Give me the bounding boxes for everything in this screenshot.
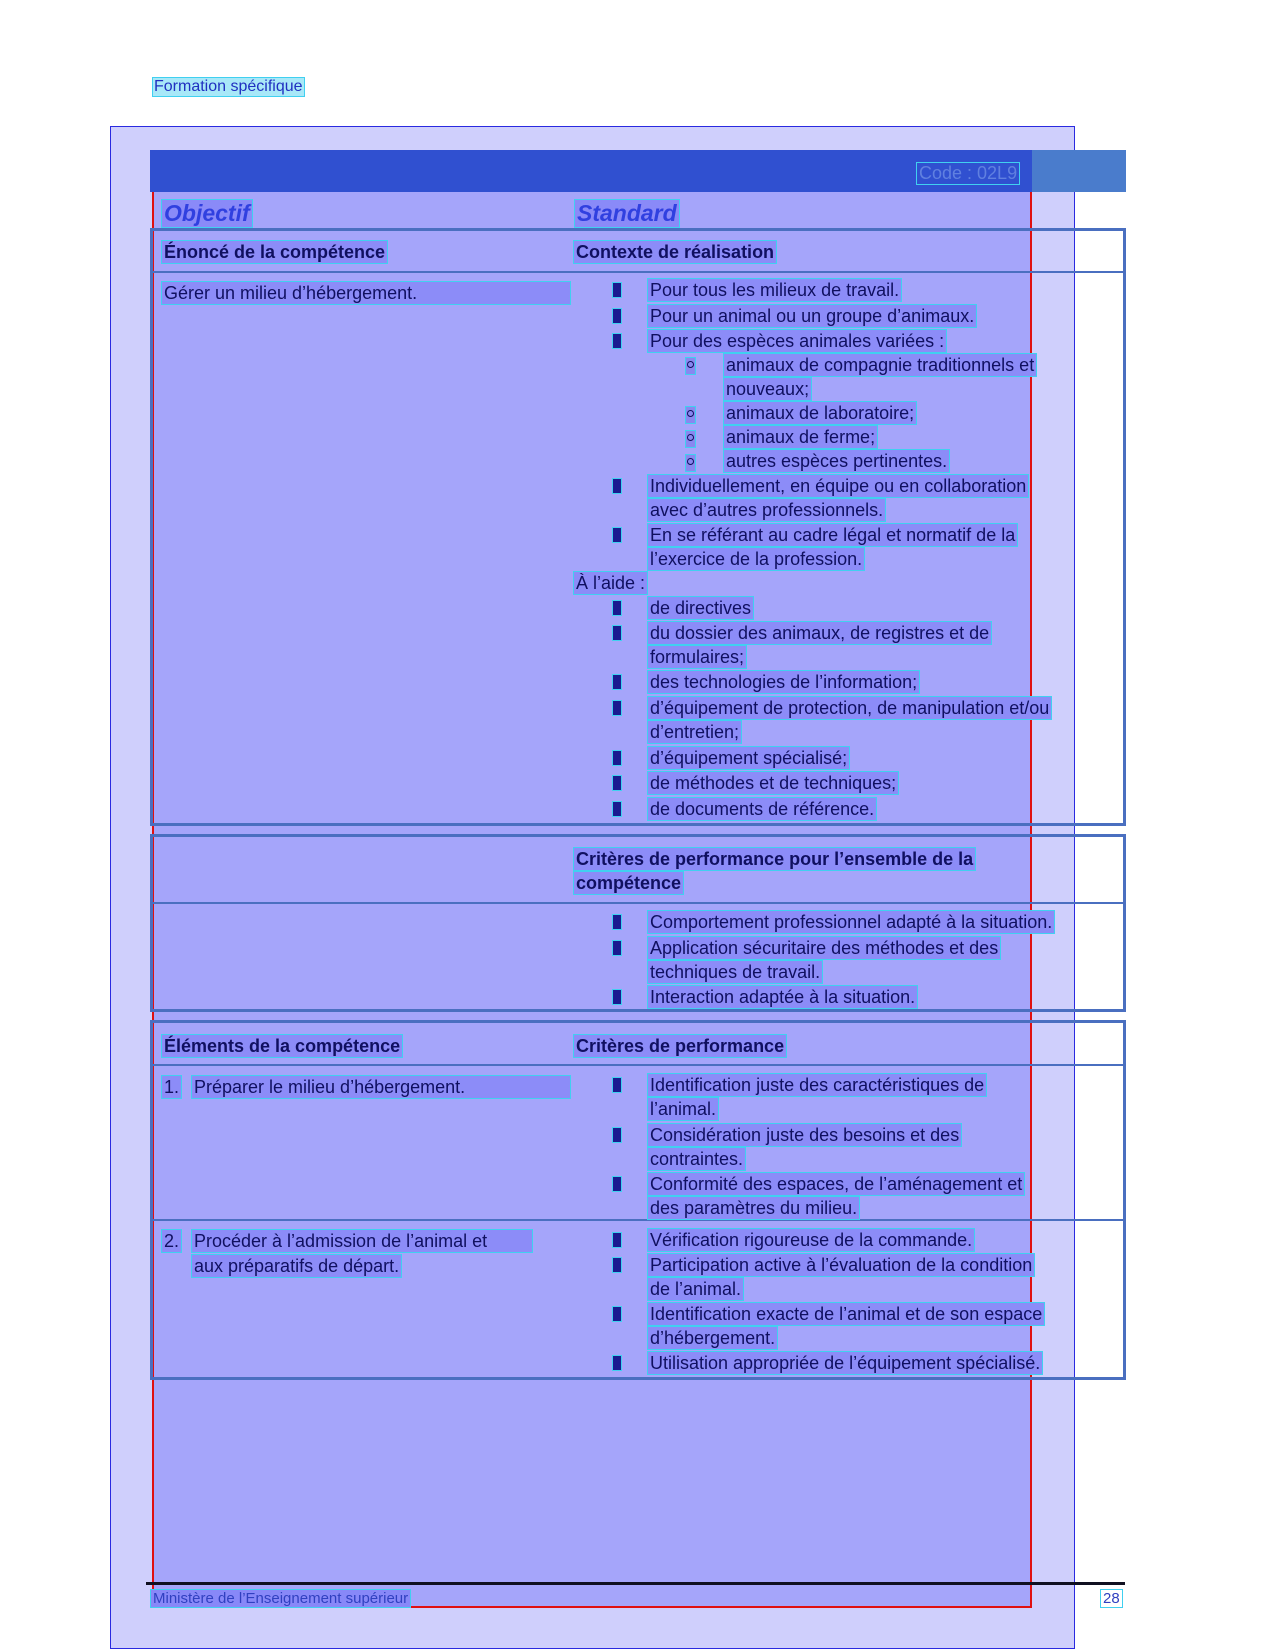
aide-item-cont: d’entretien; [647,720,742,744]
bullet-icon [612,1127,622,1143]
circle-bullet-icon [685,357,696,375]
contexte-item: Pour un animal ou un groupe d’animaux. [647,304,977,328]
section-divider [150,902,1126,904]
critere-item: Identification exacte de l’animal et de son espace [647,1302,1045,1326]
bullet-icon [612,282,622,298]
espece-item: animaux de ferme; [723,425,878,449]
bullet-icon [612,914,622,930]
bullet-icon [612,674,622,690]
aide-item: des technologies de l’information; [647,670,920,694]
espece-item-cont: nouveaux; [723,377,812,401]
bullet-icon [612,625,622,641]
critere-item: Interaction adaptée à la situation. [647,985,918,1009]
critere-item-cont: contraintes. [647,1147,746,1171]
enonce-text: Gérer un milieu d’hébergement. [161,281,571,305]
circle-bullet-icon [685,430,696,448]
critere-item: Application sécuritaire des méthodes et des [647,936,1001,960]
bullet-icon [612,1355,622,1371]
elements-header: Éléments de la compétence [161,1034,403,1058]
element-number: 2. [161,1229,182,1253]
bullet-icon [612,1232,622,1248]
contexte-item: En se référant au cadre légal et normatif de la [647,523,1018,547]
critere-item: Comportement professionnel adapté à la situation. [647,910,1055,934]
bullet-icon [612,801,622,817]
bullet-icon [612,775,622,791]
contexte-item: Pour des espèces animales variées : [647,329,947,353]
contexte-header: Contexte de réalisation [573,240,777,264]
footer-rule [146,1582,1125,1585]
element-text: Procéder à l’admission de l’animal et [191,1229,533,1253]
document-section-label: Formation spécifique [154,78,303,95]
bullet-icon [612,700,622,716]
bullet-icon [612,1306,622,1322]
critere-item-cont: d’hébergement. [647,1326,778,1350]
bullet-icon [612,527,622,543]
aide-item: de méthodes et de techniques; [647,771,899,795]
aide-item: d’équipement de protection, de manipulation et/ou [647,696,1052,720]
aide-label: À l’aide : [573,571,648,595]
competency-code: Code : 02L9 [916,162,1020,185]
bullet-icon [612,1257,622,1273]
standard-heading: Standard [574,199,680,228]
critere-item-cont: techniques de travail. [647,960,823,984]
bullet-icon [612,750,622,766]
bullet-icon [612,600,622,616]
bullet-icon [612,333,622,349]
contexte-item-cont: avec d’autres professionnels. [647,498,886,522]
contexte-item: Pour tous les milieux de travail. [647,278,902,302]
bullet-icon [612,989,622,1005]
critere-item-cont: de l’animal. [647,1277,744,1301]
espece-item: animaux de compagnie traditionnels et [723,353,1037,377]
bullet-icon [612,1176,622,1192]
objectif-heading: Objectif [161,199,253,228]
element-number: 1. [161,1075,182,1099]
element-text-cont: aux préparatifs de départ. [191,1254,402,1278]
criteres-ensemble-header-cont: compétence [573,871,684,895]
footer-ministry: Ministère de l’Enseignement supérieur [150,1589,411,1608]
espece-item: animaux de laboratoire; [723,401,917,425]
critere-item: Considération juste des besoins et des [647,1123,962,1147]
espece-item: autres espèces pertinentes. [723,449,950,473]
section-divider [150,1219,1126,1221]
critere-item: Utilisation appropriée de l’équipement spécialisé. [647,1351,1043,1375]
enonce-header: Énoncé de la compétence [161,240,388,264]
criteres-ensemble-header: Critères de performance pour l’ensemble de la [573,847,976,871]
bullet-icon [612,478,622,494]
section-divider [150,271,1126,273]
critere-item-cont: l’animal. [647,1097,719,1121]
criteres-header: Critères de performance [573,1034,787,1058]
section-divider [150,1064,1126,1066]
critere-item-cont: des paramètres du milieu. [647,1196,860,1220]
circle-bullet-icon [685,406,696,424]
circle-bullet-icon [685,454,696,472]
bullet-icon [612,940,622,956]
aide-item: de documents de référence. [647,797,877,821]
critere-item: Identification juste des caractéristiques de [647,1073,987,1097]
contexte-item: Individuellement, en équipe ou en collaboration [647,474,1029,498]
aide-item: d’équipement spécialisé; [647,746,850,770]
bullet-icon [612,308,622,324]
page-number: 28 [1100,1589,1123,1608]
critere-item: Participation active à l’évaluation de la condition [647,1253,1035,1277]
contexte-item-cont: l’exercice de la profession. [647,547,865,571]
element-text: Préparer le milieu d’hébergement. [191,1075,571,1099]
aide-item-cont: formulaires; [647,645,747,669]
bullet-icon [612,1077,622,1093]
critere-item: Conformité des espaces, de l’aménagement et [647,1172,1025,1196]
aide-item: de directives [647,596,754,620]
aide-item: du dossier des animaux, de registres et de [647,621,992,645]
critere-item: Vérification rigoureuse de la commande. [647,1228,975,1252]
